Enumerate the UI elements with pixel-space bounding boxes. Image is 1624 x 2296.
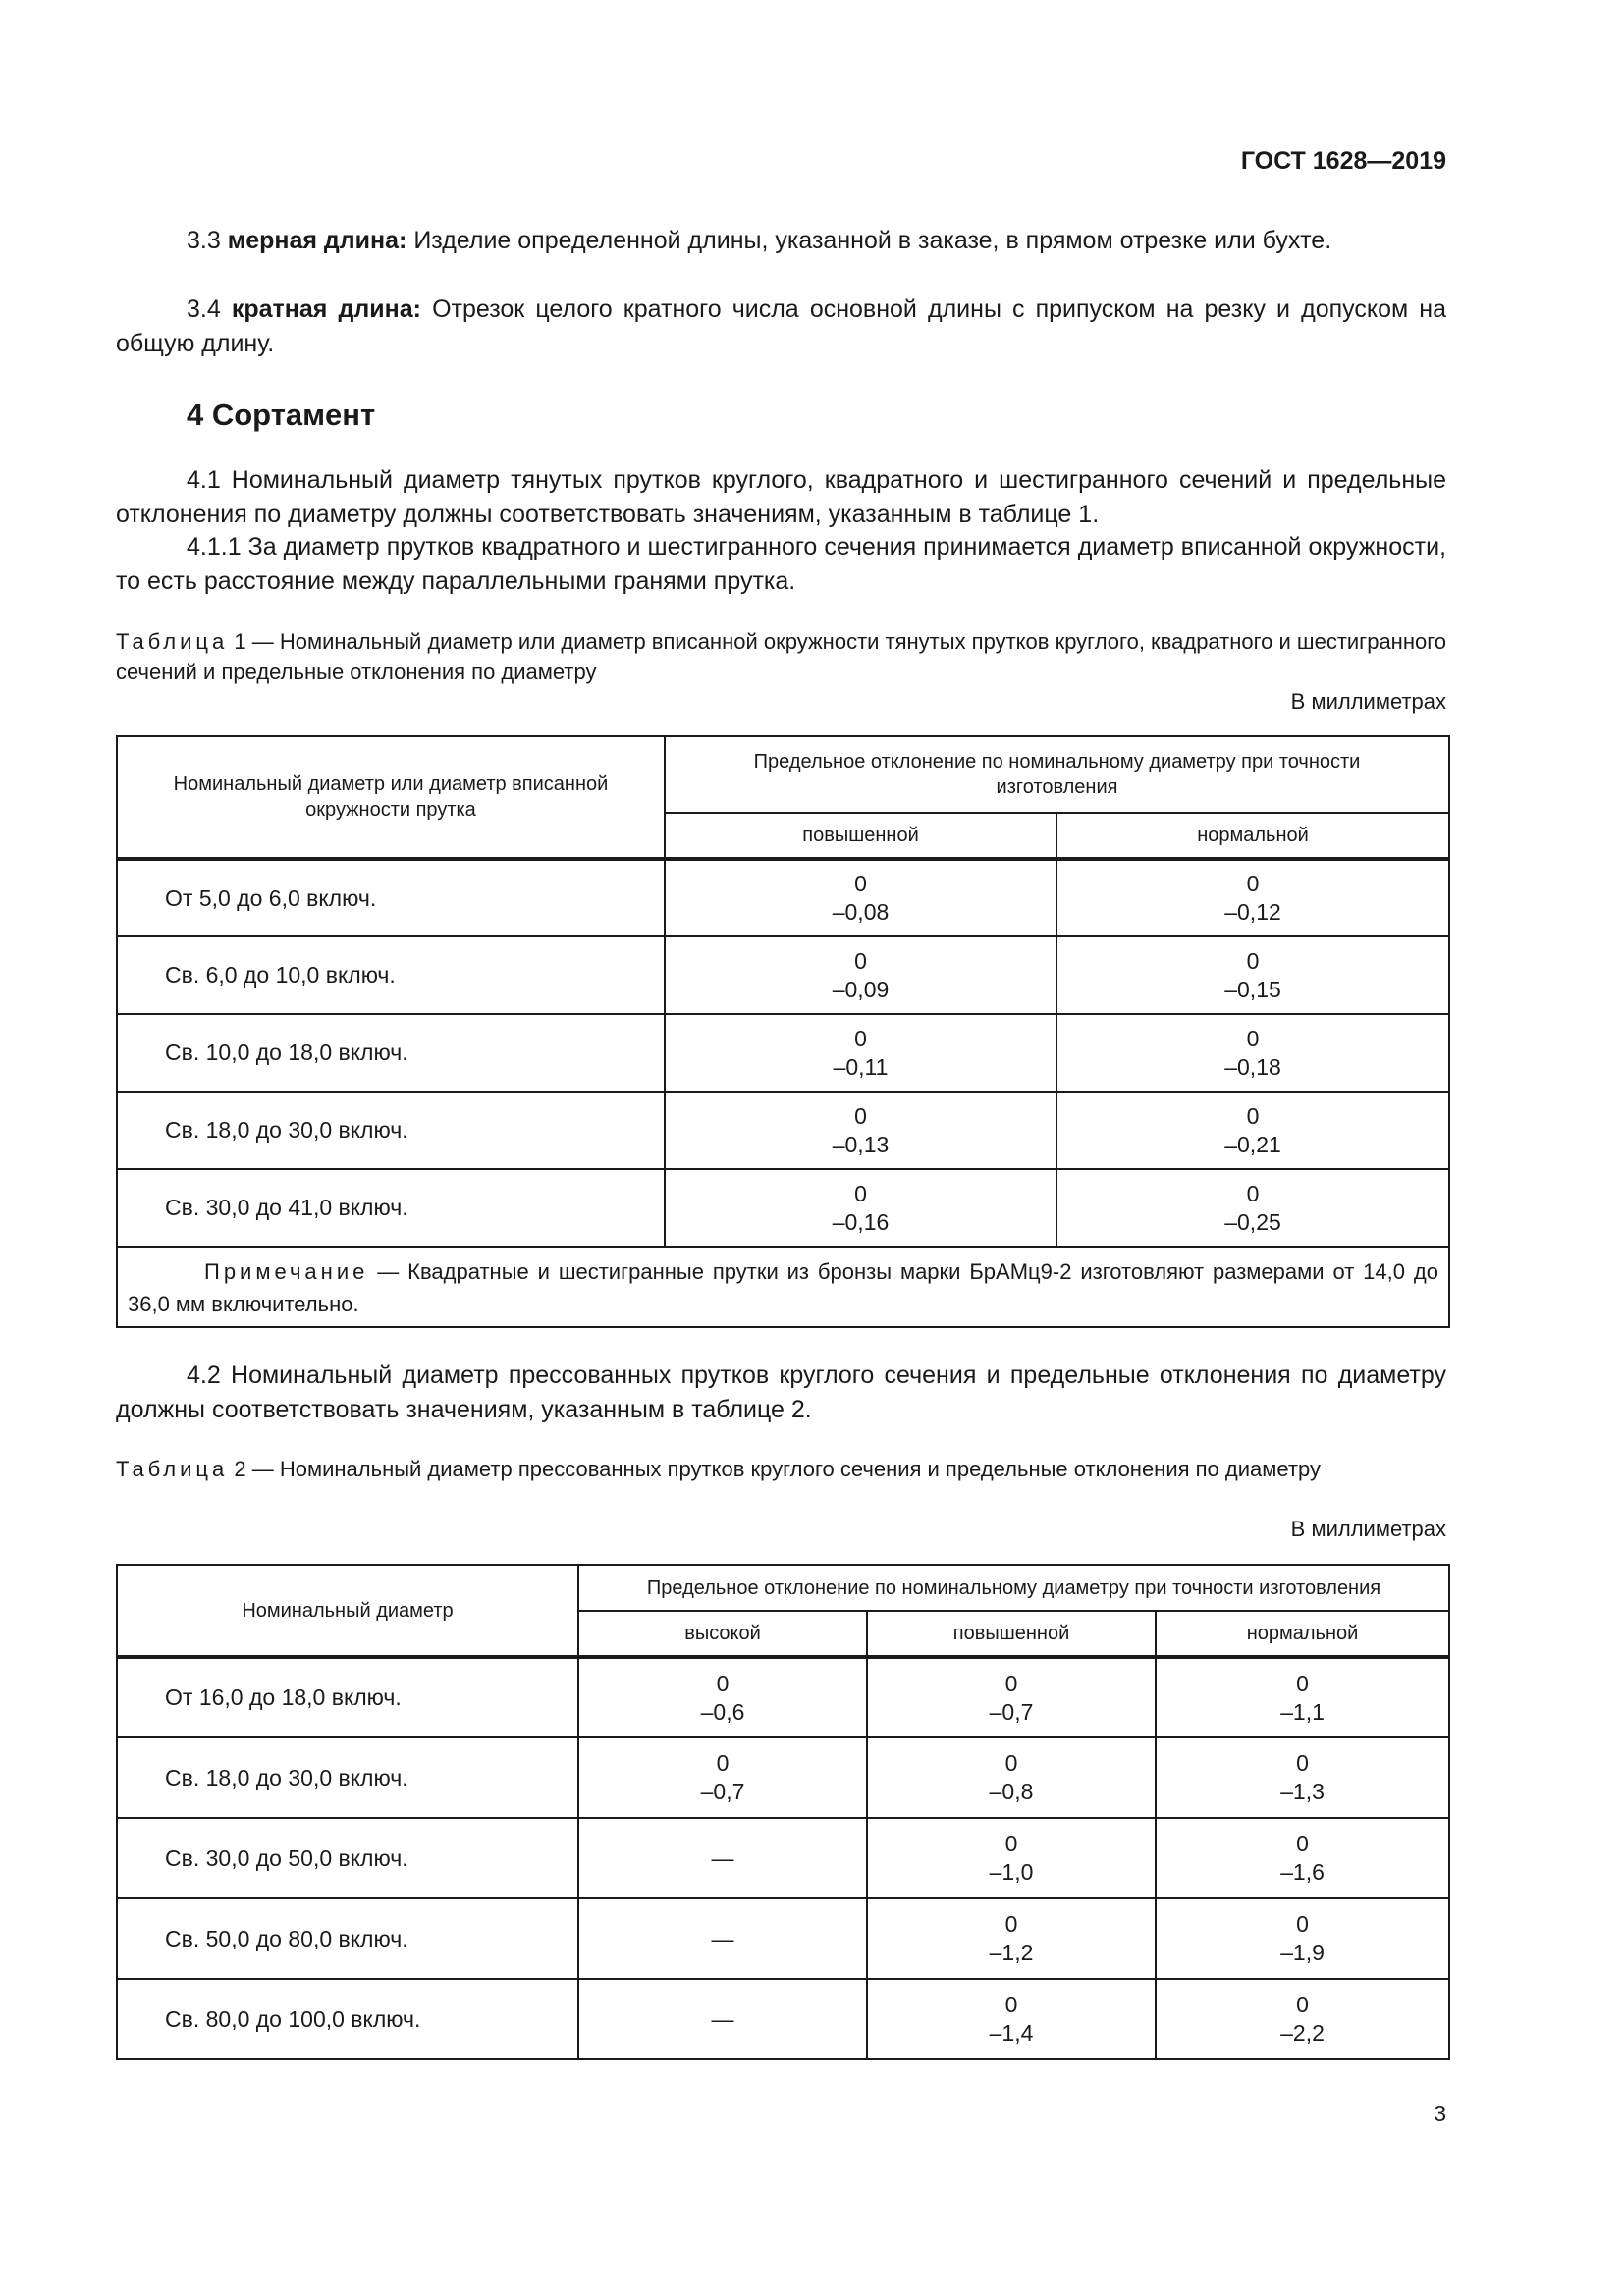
table1-units: В миллиметрах — [1290, 689, 1446, 714]
table2-header-group: Предельное отклонение по номинальному диаметру при точности изготовления — [578, 1565, 1449, 1611]
table2-caption — [116, 1454, 1446, 1484]
term: кратная длина: — [231, 295, 421, 323]
tolerance-cell: 0 –1,4 — [867, 1979, 1156, 2059]
table-row — [117, 1898, 1449, 1979]
page-number: 3 — [1434, 2101, 1446, 2126]
tolerance-cell: 0 –0,09 — [665, 936, 1056, 1014]
paragraph-4-1 — [116, 463, 1446, 532]
table2-header-normal: нормальной — [1156, 1611, 1449, 1657]
tolerance-cell: 0 –1,9 — [1156, 1898, 1449, 1979]
table-row — [117, 936, 1449, 1014]
paragraph-text: 4.2 Номинальный диаметр прессованных прутков круглого сечения и предельные отклонения по диаметру должны соответствовать значениям, указанным в таблице 2. — [116, 1362, 1446, 1423]
table-row — [117, 859, 1449, 936]
tolerance-cell: 0 –0,25 — [1056, 1169, 1449, 1247]
table1-note — [117, 1247, 1449, 1327]
table1-caption — [116, 626, 1446, 687]
range-cell: От 5,0 до 6,0 включ. — [117, 859, 665, 936]
note-text: — Квадратные и шестигранные прутки из бронзы марки БрАМц9-2 изготовляют размерами от 14,0 до 36,0 мм включительно. — [128, 1259, 1438, 1316]
table1-header-group: Предельное отклонение по номинальному диаметру при точности изготовления — [665, 736, 1449, 813]
caption-label: Таблица — [116, 1457, 229, 1481]
tolerance-cell: 0 –0,7 — [578, 1737, 867, 1818]
note-label: Примечание — [204, 1259, 369, 1284]
table1-note-row — [117, 1247, 1449, 1327]
tolerance-cell: 0 –1,6 — [1156, 1818, 1449, 1898]
table-row — [117, 1092, 1449, 1169]
clause-number: 3.4 — [187, 295, 221, 323]
tolerance-cell: 0 –1,1 — [1156, 1657, 1449, 1737]
range-cell: Св. 50,0 до 80,0 включ. — [117, 1898, 578, 1979]
tolerance-cell: 0 –0,16 — [665, 1169, 1056, 1247]
tolerance-cell: 0 –1,2 — [867, 1898, 1156, 1979]
dash-cell: — — [578, 1898, 867, 1979]
table2-header-nominal: Номинальный диаметр — [117, 1565, 578, 1657]
table2 — [116, 1564, 1450, 2060]
range-cell: Св. 18,0 до 30,0 включ. — [117, 1737, 578, 1818]
range-cell: Св. 6,0 до 10,0 включ. — [117, 936, 665, 1014]
tolerance-cell: 0 –0,7 — [867, 1657, 1156, 1737]
definition: Отрезок целого кратного числа основной длины с припуском на резку и допуском на общую длину. — [116, 295, 1446, 357]
caption-text: 2 — Номинальный диаметр прессованных прутков круглого сечения и предельные отклонения по диаметру — [234, 1457, 1321, 1481]
clause-3-4 — [116, 293, 1446, 361]
clause-number: 3.3 — [187, 227, 221, 254]
tolerance-cell: 0 –0,21 — [1056, 1092, 1449, 1169]
table1-header-nominal: Номинальный диаметр или диаметр вписанной окружности прутка — [117, 736, 665, 859]
term: мерная длина: — [227, 227, 407, 254]
table-row — [117, 1657, 1449, 1737]
caption-label: Таблица — [116, 629, 229, 654]
range-cell: От 16,0 до 18,0 включ. — [117, 1657, 578, 1737]
table-row — [117, 1737, 1449, 1818]
tolerance-cell: 0 –0,6 — [578, 1657, 867, 1737]
tolerance-cell: 0 –0,11 — [665, 1014, 1056, 1092]
tolerance-cell: 0 –0,12 — [1056, 859, 1449, 936]
range-cell: Св. 30,0 до 41,0 включ. — [117, 1169, 665, 1247]
table1-header-high: повышенной — [665, 813, 1056, 859]
tolerance-cell: 0 –0,08 — [665, 859, 1056, 936]
caption-text: 1 — Номинальный диаметр или диаметр вписанной окружности тянутых прутков круглого, квадратного и шестигранного сечений и предельные отклонения по диаметру — [116, 629, 1446, 684]
paragraph-text: 4.1.1 За диаметр прутков квадратного и шестигранного сечения принимается диаметр вписанной окружности, то есть расстояние между параллельными гранями прутка. — [116, 533, 1446, 595]
table1 — [116, 735, 1450, 1328]
tolerance-cell: 0 –2,2 — [1156, 1979, 1449, 2059]
paragraph-4-2 — [116, 1359, 1446, 1427]
tolerance-cell: 0 –1,0 — [867, 1818, 1156, 1898]
paragraph-text: 4.1 Номинальный диаметр тянутых прутков круглого, квадратного и шестигранного сечений и предельные отклонения по диаметру должны соответствовать значениям, указанным в таблице 1. — [116, 466, 1446, 528]
section-heading: 4 Сортамент — [187, 398, 376, 432]
table2-header-top: высокой — [578, 1611, 867, 1657]
table1-header-normal: нормальной — [1056, 813, 1449, 859]
table2-units: В миллиметрах — [1290, 1517, 1446, 1541]
table-row — [117, 1014, 1449, 1092]
document-code: ГОСТ 1628—2019 — [1240, 147, 1446, 175]
tolerance-cell: 0 –0,15 — [1056, 936, 1449, 1014]
table-row — [117, 1169, 1449, 1247]
tolerance-cell: 0 –0,13 — [665, 1092, 1056, 1169]
range-cell: Св. 30,0 до 50,0 включ. — [117, 1818, 578, 1898]
tolerance-cell: 0 –0,8 — [867, 1737, 1156, 1818]
dash-cell: — — [578, 1818, 867, 1898]
table-row — [117, 1818, 1449, 1898]
table-row — [117, 1979, 1449, 2059]
definition: Изделие определенной длины, указанной в заказе, в прямом отрезке или бухте. — [413, 227, 1332, 254]
dash-cell: — — [578, 1979, 867, 2059]
range-cell: Св. 18,0 до 30,0 включ. — [117, 1092, 665, 1169]
range-cell: Св. 80,0 до 100,0 включ. — [117, 1979, 578, 2059]
clause-3-3 — [116, 224, 1446, 258]
tolerance-cell: 0 –0,18 — [1056, 1014, 1449, 1092]
tolerance-cell: 0 –1,3 — [1156, 1737, 1449, 1818]
paragraph-4-1-1 — [116, 530, 1446, 599]
range-cell: Св. 10,0 до 18,0 включ. — [117, 1014, 665, 1092]
table2-header-high: повышенной — [867, 1611, 1156, 1657]
